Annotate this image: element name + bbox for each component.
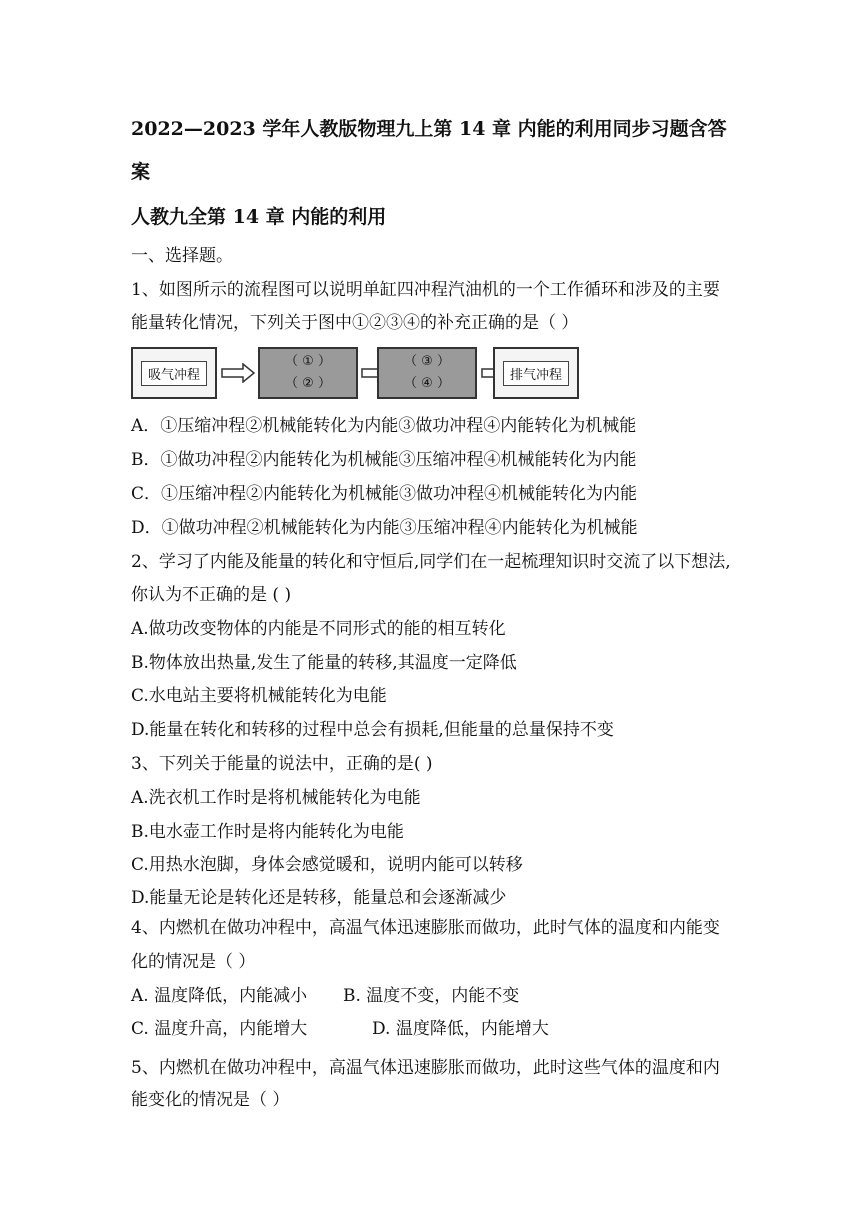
flow-box-intake bbox=[131, 347, 217, 399]
q3-option-c: C.用热水泡脚，身体会感觉暖和，说明内能可以转移 bbox=[131, 855, 523, 875]
q4-option-d: D. 温度降低，内能增大 bbox=[372, 1019, 549, 1039]
doc-title-line-1: 2022—2023 学年人教版物理九上第 14 章 内能的利用同步习题含答 bbox=[131, 118, 727, 140]
q3-option-b: B.电水壶工作时是将内能转化为电能 bbox=[131, 822, 404, 842]
q4-option-a: A. 温度降低，内能减小 bbox=[131, 986, 308, 1006]
q5-stem-line-1: 5、内燃机在做功冲程中，高温气体迅速膨胀而做功，此时这些气体的温度和内 bbox=[131, 1058, 720, 1078]
q4-option-b: B. 温度不变，内能不变 bbox=[343, 986, 520, 1006]
flow-box-2 bbox=[258, 347, 358, 399]
q2-option-c: C.水电站主要将机械能转化为电能 bbox=[131, 686, 387, 706]
q4-options-row-2 bbox=[131, 1017, 549, 1041]
q3-option-a: A.洗衣机工作时是将机械能转化为电能 bbox=[131, 788, 421, 808]
flow-box-2-blank-2: （ ② ） bbox=[285, 376, 331, 391]
flow-arrow-1-icon bbox=[221, 363, 255, 383]
q1-stem-line-2: 能量转化情况，下列关于图中①②③④的补充正确的是（ ） bbox=[131, 313, 579, 333]
q4-stem-line-2: 化的情况是（ ） bbox=[131, 952, 256, 972]
flow-box-intake-label: 吸气冲程 bbox=[141, 361, 207, 386]
q4-options-row-1 bbox=[131, 984, 519, 1008]
q2-option-b: B.物体放出热量,发生了能量的转移,其温度一定降低 bbox=[131, 653, 517, 673]
flow-box-3 bbox=[377, 347, 477, 399]
q2-option-d: D.能量在转化和转移的过程中总会有损耗,但能量的总量保持不变 bbox=[131, 720, 614, 740]
flow-box-exhaust-label: 排气冲程 bbox=[503, 361, 569, 386]
q1-option-a: A．①压缩冲程②机械能转化为内能③做功冲程④内能转化为机械能 bbox=[131, 416, 637, 436]
chapter-subtitle: 人教九全第 14 章 内能的利用 bbox=[131, 206, 387, 228]
flow-box-2-blank-1: （ ① ） bbox=[285, 354, 331, 369]
q1-option-c: C．①压缩冲程②内能转化为机械能③做功冲程④机械能转化为内能 bbox=[131, 484, 638, 504]
q4-option-c: C. 温度升高，内能增大 bbox=[131, 1019, 308, 1039]
engine-cycle-flowchart bbox=[131, 345, 581, 401]
q1-stem-line-1: 1、如图所示的流程图可以说明单缸四冲程汽油机的一个工作循环和涉及的主要 bbox=[131, 280, 720, 300]
q4-stem-line-1: 4、内燃机在做功冲程中，高温气体迅速膨胀而做功，此时气体的温度和内能变 bbox=[131, 918, 720, 938]
q2-stem-line-1: 2、学习了内能及能量的转化和守恒后,同学们在一起梳理知识时交流了以下想法, bbox=[131, 552, 731, 572]
q2-stem-line-2: 你认为不正确的是 ( ) bbox=[131, 585, 292, 605]
q5-stem-line-2: 能变化的情况是（ ） bbox=[131, 1090, 290, 1110]
q3-stem: 3、下列关于能量的说法中，正确的是( ) bbox=[131, 754, 433, 774]
flow-box-3-blank-4: （ ④ ） bbox=[404, 376, 450, 391]
section-heading: 一、选择题。 bbox=[131, 246, 233, 266]
q3-option-d: D.能量无论是转化还是转移，能量总和会逐渐减少 bbox=[131, 888, 507, 908]
flow-box-exhaust bbox=[493, 347, 579, 399]
q1-option-d: D．①做功冲程②机械能转化为内能③压缩冲程④内能转化为机械能 bbox=[131, 518, 638, 538]
q1-option-b: B．①做功冲程②内能转化为机械能③压缩冲程④机械能转化为内能 bbox=[131, 450, 637, 470]
doc-title-line-2: 案 bbox=[131, 161, 151, 183]
q2-option-a: A.做功改变物体的内能是不同形式的能的相互转化 bbox=[131, 619, 506, 639]
flow-box-3-blank-3: （ ③ ） bbox=[404, 354, 450, 369]
